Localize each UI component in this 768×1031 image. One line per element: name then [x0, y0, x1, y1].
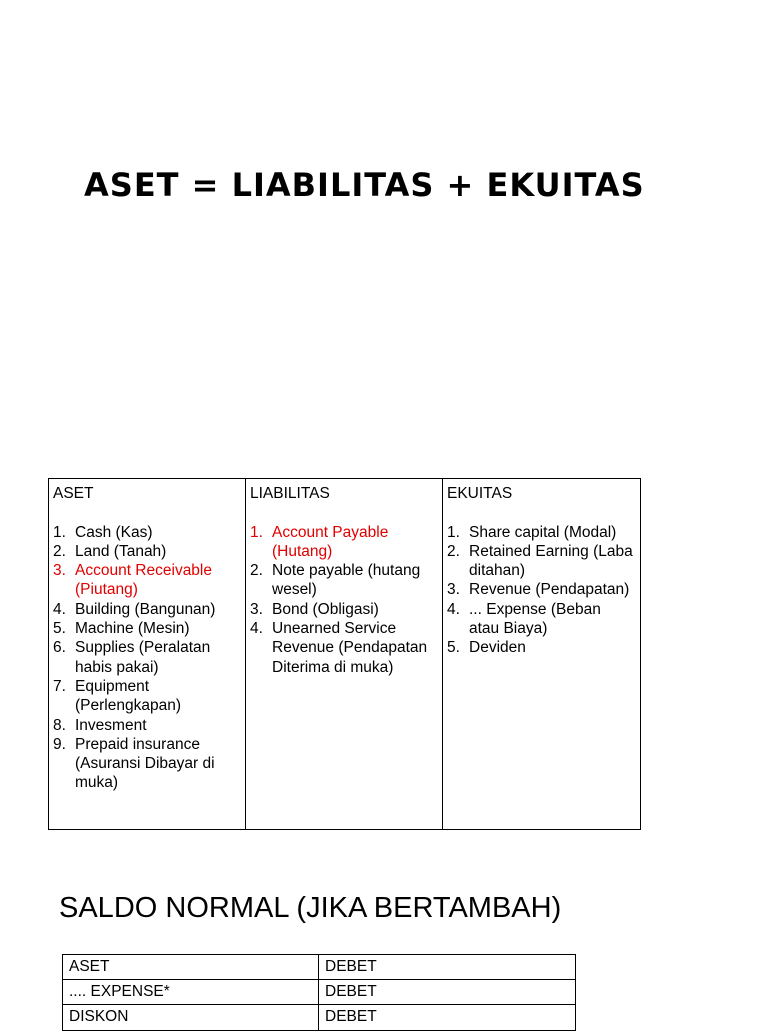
list-item	[250, 600, 436, 619]
item-number: 1.	[447, 523, 460, 541]
item-label: Bond (Obligasi)	[272, 600, 379, 618]
item-label: ... Expense (Beban atau Biaya)	[469, 600, 601, 638]
item-number: 5.	[447, 639, 460, 657]
item-number: 4.	[53, 600, 66, 618]
list-item	[250, 523, 436, 562]
item-number: 7.	[53, 677, 66, 695]
item-label: Prepaid insurance (Asuransi Dibayar di muka)	[75, 735, 215, 792]
list-item	[53, 716, 239, 735]
item-label: Account Receivable (Piutang)	[75, 562, 212, 599]
balance-cell: DEBET	[319, 955, 576, 980]
column-aset	[49, 479, 246, 830]
item-number: 1.	[53, 523, 66, 541]
item-number: 1.	[250, 523, 263, 541]
aset-list	[53, 523, 239, 793]
item-label: Retained Earning (Laba ditahan)	[469, 542, 633, 580]
item-label: Note payable (hutang wesel)	[272, 562, 421, 599]
column-header: ASET	[53, 485, 94, 502]
account-cell: DISKON	[63, 1005, 319, 1030]
column-header: EKUITAS	[447, 485, 513, 502]
item-number: 4.	[250, 620, 263, 638]
item-number: 8.	[53, 716, 66, 734]
list-item	[250, 619, 436, 677]
item-label: Equipment (Perlengkapan)	[75, 677, 181, 715]
item-label: Unearned Service Revenue (Pendapatan Diterima di muka)	[272, 620, 428, 676]
item-number: 3.	[53, 562, 66, 580]
list-item	[53, 600, 239, 619]
column-header: LIABILITAS	[250, 485, 330, 502]
item-number: 6.	[53, 639, 66, 657]
item-label: Account Payable (Hutang)	[272, 523, 389, 560]
item-number: 3.	[447, 581, 460, 599]
liabilitas-list	[250, 523, 436, 677]
list-item	[447, 580, 634, 599]
item-label: Deviden	[469, 639, 526, 657]
item-number: 4.	[447, 600, 460, 618]
balance-cell: DEBET	[319, 980, 576, 1005]
item-label: Invesment	[75, 716, 147, 734]
item-label: Land (Tanah)	[75, 542, 167, 560]
item-number: 9.	[53, 735, 66, 753]
account-cell: ASET	[63, 955, 319, 980]
list-item	[53, 677, 239, 716]
list-item	[53, 638, 239, 677]
accounts-table	[48, 478, 641, 830]
list-item	[250, 561, 436, 600]
item-label: Revenue (Pendapatan)	[469, 581, 630, 599]
table-row	[63, 955, 576, 980]
item-number: 5.	[53, 620, 66, 638]
item-label: Share capital (Modal)	[469, 523, 617, 541]
list-item	[447, 542, 634, 581]
saldo-heading: SALDO NORMAL (JIKA BERTAMBAH)	[59, 892, 562, 924]
column-ekuitas	[443, 479, 641, 830]
item-number: 2.	[250, 562, 263, 580]
account-cell: .... EXPENSE*	[63, 980, 319, 1005]
item-label: Machine (Mesin)	[75, 620, 190, 638]
list-item	[447, 600, 634, 639]
item-number: 2.	[447, 542, 460, 560]
list-item	[53, 523, 239, 542]
item-number: 2.	[53, 542, 66, 560]
table-row	[63, 1005, 576, 1030]
list-item	[447, 523, 634, 542]
column-liabilitas	[246, 479, 443, 830]
list-item	[53, 561, 239, 600]
saldo-table	[62, 954, 576, 1031]
list-item	[53, 542, 239, 561]
item-label: Cash (Kas)	[75, 523, 153, 541]
table-row	[63, 980, 576, 1005]
item-label: Supplies (Peralatan habis pakai)	[75, 639, 211, 676]
list-item	[53, 619, 239, 638]
item-number: 3.	[250, 600, 263, 618]
item-label: Building (Bangunan)	[75, 600, 216, 618]
ekuitas-list	[447, 523, 634, 658]
list-item	[447, 638, 634, 657]
page-title: ASET = LIABILITAS + EKUITAS	[84, 166, 645, 204]
list-item	[53, 735, 239, 793]
balance-cell: DEBET	[319, 1005, 576, 1030]
